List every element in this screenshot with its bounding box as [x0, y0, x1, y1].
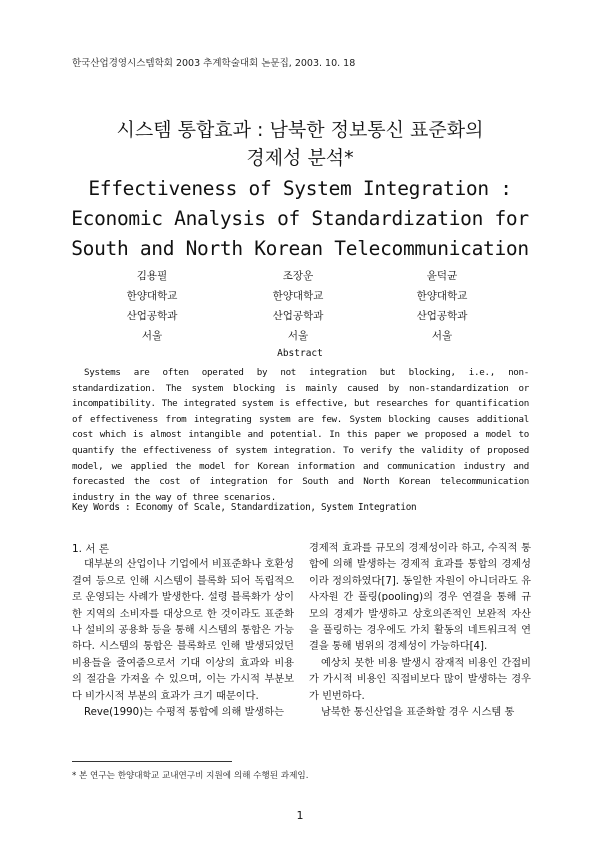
author-city: 서울: [141, 330, 163, 342]
body-column-right: [309, 541, 531, 721]
korean-title-line-2: 경제성 분석*: [246, 147, 354, 169]
author-affiliation: 한양대학교: [272, 290, 324, 302]
english-title-line-2: Economic Analysis of Standardization for: [71, 207, 529, 230]
author-city: 서울: [431, 330, 453, 342]
footnote-rule: [72, 761, 232, 762]
body-paragraph: 대부분의 산업이나 기업에서 비표준화나 호환성 결여 등으로 인해 시스템이 블록화 되어 독립적으로 운영되는 사례가 발생한다. 설령 블록화가 상이한 지역의 소비자를 대상으로 한 것이라도 표준화나 설비의 공용화 등을 통해 시스템의 통합은 가능하다. 시스템의 통합은 블록화로 인해 발생되었던 비용들을 줄여줌으로서 기대 이상의 효과와 비용의 절감을 가져올 수 있으며, 이는 가시적 부분보다 비가시적 부분의 효과가 크기 때문이다.: [72, 559, 294, 702]
body-paragraph: 예상치 못한 비용 발생시 잠재적 비용인 간접비가 가시적 비용인 직접비보다 많이 발생하는 경우가 빈번하다.: [309, 657, 531, 702]
author-affiliation: 한양대학교: [126, 290, 178, 302]
author-department: 산업공학과: [416, 310, 468, 322]
running-head: 한국산업경영시스템학회 2003 추계학술대회 논문집, 2003. 10. 18: [72, 58, 356, 69]
author-2: [238, 266, 358, 346]
keywords-line: Key Words : Economy of Scale, Standardization, System Integration: [72, 502, 417, 513]
author-name: 조장운: [282, 270, 314, 282]
author-3: [382, 266, 502, 346]
author-city: 서울: [287, 330, 309, 342]
footnote: * 본 연구는 한양대학교 교내연구비 지원에 의해 수행된 과제임.: [72, 771, 309, 781]
author-name: 윤덕균: [426, 270, 458, 282]
author-department: 산업공학과: [272, 310, 324, 322]
author-affiliation: 한양대학교: [416, 290, 468, 302]
page-number: 1: [296, 809, 304, 822]
korean-title-line-1: 시스템 통합효과 : 남북한 정보통신 표준화의: [116, 119, 484, 141]
abstract-heading: Abstract: [277, 348, 323, 359]
body-paragraph: Reve(1990)는 수평적 통합에 의해 발생하는: [84, 707, 284, 719]
body-paragraph: 경제적 효과를 규모의 경제성이라 하고, 수직적 통합에 의해 발생하는 경제적 효과를 통합의 경제성이라 정의하였다[7]. 동일한 자원이 아니더라도 유사자원 간 풀링(pooling)의 경우 연결을 통해 규모의 경제가 발생하고 상호의존적인 보완적 자산을 풀링하는 경우에도 가치 활동의 네트워크적 연결을 통해 범위의 경제성이 가능하다[4].: [309, 543, 531, 653]
author-1: [92, 266, 212, 346]
body-column-left: [72, 541, 294, 721]
english-title-line-3: South and North Korean Telecommunication: [71, 237, 529, 260]
abstract-body: Systems are often operated by not integration but blocking, i.e., non-standardization. The system blocking is mainly caused by non-standardization or incompatibility. The integrated system is effective, but researches for quantification of effectiveness from integrating system are few. System blocking causes additional cost which is almost intangible and potential. In this paper we proposed a model to quantify the effectiveness of system integration. To verify the validity of proposed model, we applied the model for Korean information and communication industry and forecasted the cost of integration for South and North Korean telecommunication industry in the way of three scenarios.: [72, 367, 529, 503]
body-paragraph: 남북한 통신산업을 표준화할 경우 시스템 통: [321, 707, 515, 719]
author-name: 김용필: [136, 270, 168, 282]
english-title-line-1: Effectiveness of System Integration :: [88, 177, 512, 200]
section-heading: 1. 서 론: [72, 543, 109, 555]
author-department: 산업공학과: [126, 310, 178, 322]
